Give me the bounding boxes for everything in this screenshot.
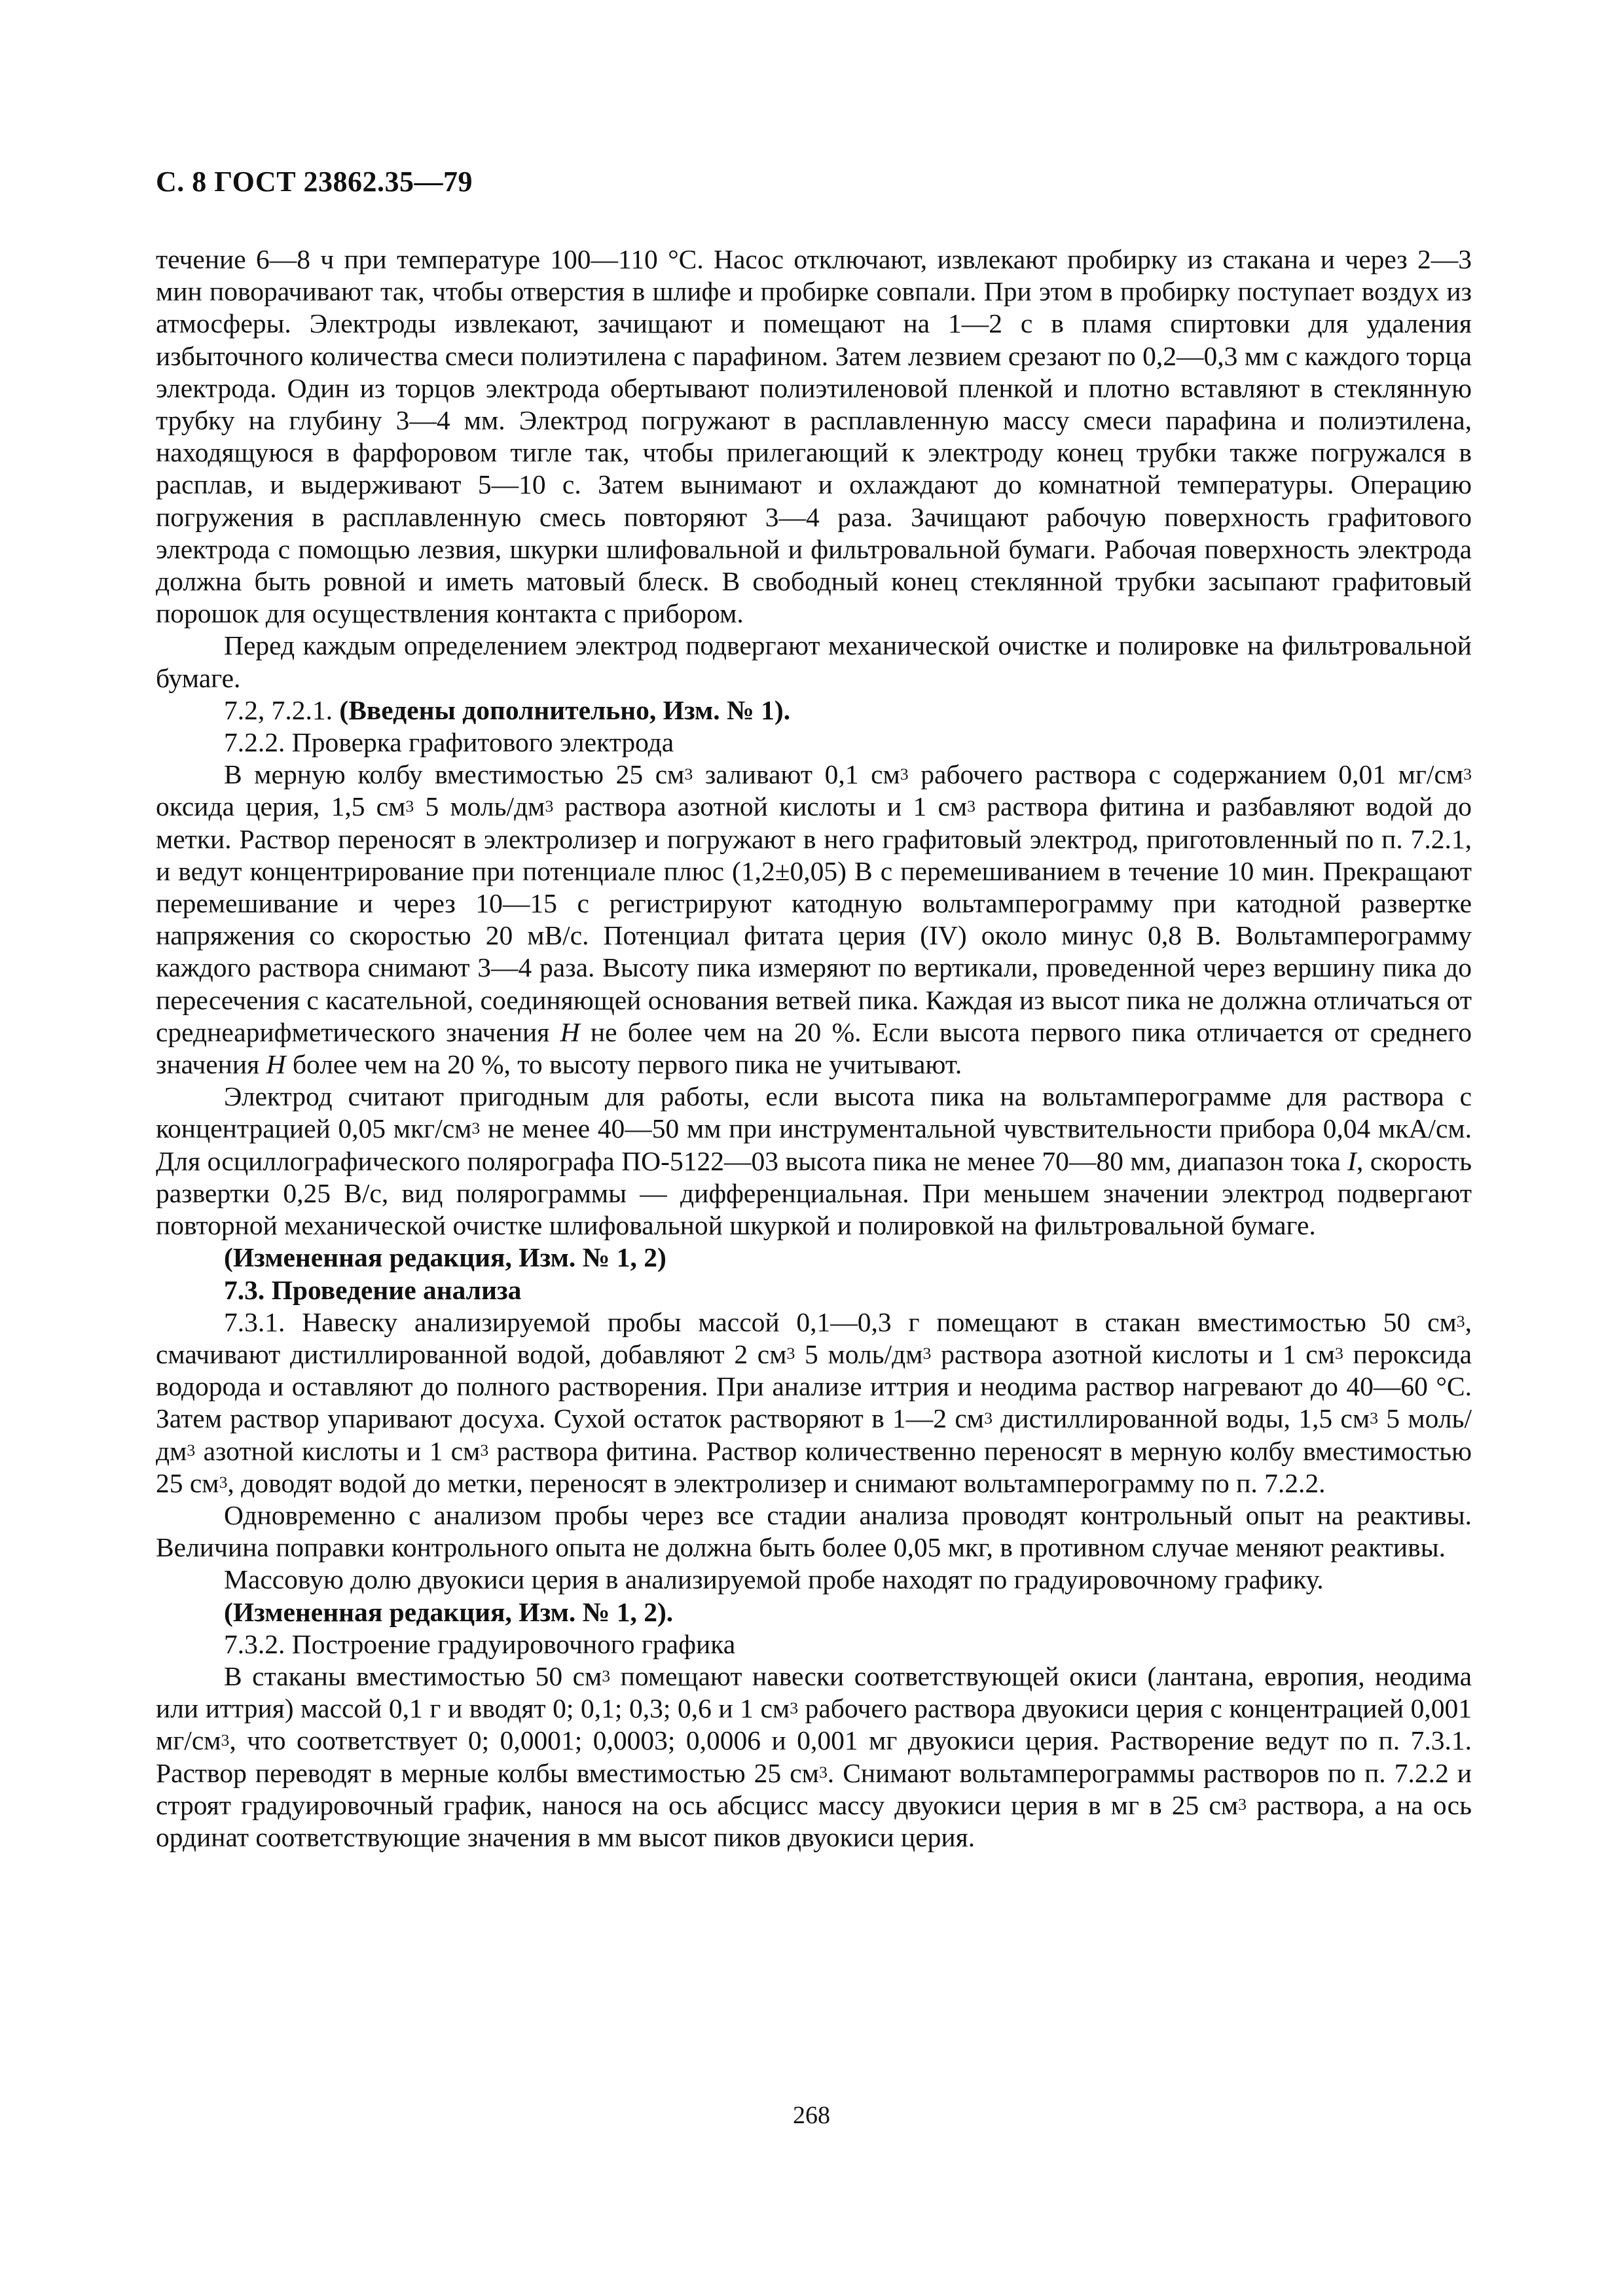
document-body xyxy=(156,243,1472,1854)
section-heading-7-3-2: 7.3.2. Построение градуировочного графика xyxy=(224,1628,736,1659)
clause-ref: 7.2, 7.2.1. xyxy=(224,694,340,725)
paragraph-electrode-suitability: Электрод считают пригодным для работы, если высота пика на вольтамперограмме для раствора с концентрацией 0,05 мкг/$см^3$ не менее 40—50 мм при инструментальной чувствительности прибора 0,04 мкА/см. Для осциллографического полярографа ПО-5122—03 высота пика не менее 70—80 мм, диапазон тока I, скорость развертки 0,25 В/с, вид полярограммы — дифференциальная. При меньшем значении электрод подвергают повторной механической очистке шлифовальной шкуркой и полировкой на фильтровальной бумаге. xyxy=(156,1081,1472,1241)
page-number: 268 xyxy=(793,2102,830,2129)
paragraph-cleaning: Перед каждым определением электрод подвергают механической очистке и полировке на фильтровальной бумаге. xyxy=(156,630,1472,693)
section-heading-7-2-2: 7.2.2. Проверка графитового электрода xyxy=(224,727,674,758)
paragraph-calibration-graph: В стаканы вместимостью 50 $см^3$ помещают навески соответствующей окиси (лантана, европия, неодима или иттрия) массой 0,1 г и вводят 0; 0,1; 0,3; 0,6 и 1 $см^3$ рабочего раствора двуокиси церия с концентрацией 0,001 $мг/см^3$, что соответствует 0; 0,0001; 0,0003; 0,0006 и 0,001 мг двуокиси церия. Растворение ведут по п. 7.3.1. Раствор переводят в мерные колбы вместимостью 25 $см^3$. Снимают вольтамперограммы растворов по п. 7.2.2 и строят градуировочный график, нанося на ось абсцисс массу двуокиси церия в мг в 25 $см^3$ раствора, а на ось ординат соответствующие значения в мм высот пиков двуокиси церия. xyxy=(156,1660,1472,1852)
paragraph-electrode-preparation: течение 6—8 ч при температуре 100—110 °С. Насос отключают, извлекают пробирку из стакана и через 2—3 мин поворачивают так, чтобы отверстия в шлифе и пробирке совпали. При этом в пробирку поступает воздух из атмосферы. Электроды извлекают, зачищают и помещают на 1—2 с в пламя спиртовки для удаления избыточного количества смеси полиэтилена с парафином. Затем лезвием срезают по 0,2—0,3 мм с каждого торца электрода. Один из торцов электрода обертывают полиэтиленовой пленкой и плотно вставляют в стеклянную трубку на глубину 3—4 мм. Электрод погружают в расплавленную массу смеси парафина и полиэтилена, находящуюся в фарфоровом тигле так, чтобы прилегающий к электроду конец трубки также погружался в расплав, и выдерживают 5—10 с. Затем вынимают и охлаждают до комнатной температуры. Операцию погружения в расплавленную смесь повторяют 3—4 раза. Зачищают рабочую поверхность графитового электрода с помощью лезвия, шкурки шлифовальной и фильтровальной бумаги. Рабочая поверхность электрода должна быть ровной и иметь матовый блеск. В свободный конец стеклянной трубки засыпают графитовый порошок для осуществления контакта с прибором. xyxy=(156,244,1472,629)
paragraph-sample-dissolution: 7.3.1. Навеску анализируемой пробы массой 0,1—0,3 г помещают в стакан вместимостью 50 $см^3$, смачивают дистиллированной водой, добавляют 2 $см^3$ 5 моль/$дм^3$ раствора азотной кислоты и 1 $см^3$ пероксида водорода и оставляют до полного растворения. При анализе иттрия и неодима раствор нагревают до 40—60 °С. Затем раствор упаривают досуха. Сухой остаток растворяют в 1—2 $см^3$ дистиллированной воды, 1,5 $см^3$ 5 моль/$дм^3$ азотной кислоты и 1 $см^3$ раствора фитина. Раствор количественно переносят в мерную колбу вместимостью 25 $см^3$, доводят водой до метки, переносят в электролизер и снимают вольтамперограмму по п. 7.2.2. xyxy=(156,1306,1472,1498)
amendment-note: (Введены дополнительно, Изм. № 1). xyxy=(339,694,791,725)
paragraph-amendment-7-2 xyxy=(156,694,1472,726)
amendment-note-1-2: (Измененная редакция, Изм. № 1, 2) xyxy=(224,1242,666,1273)
paragraph-electrode-check: В мерную колбу вместимостью 25 $см^3$ заливают 0,1 $см^3$ рабочего раствора с содержанием 0,01 $мг/см^3$ оксида церия, 1,5 $см^3$ 5 моль/$дм^3$ раствора азотной кислоты и 1 $см^3$ раствора фитина и разбавляют водой до метки. Раствор переносят в электролизер и погружают в него графитовый электрод, приготовленный по п. 7.2.1, и ведут концентрирование при потенциале плюс (1,2±0,05) В с перемешиванием в течение 10 мин. Прекращают перемешивание и через 10—15 с регистрируют катодную вольтамперограмму при катодной развертке напряжения со скоростью 20 мВ/с. Потенциал фитата церия (IV) около минус 0,8 В. Вольтамперограмму каждого раствора снимают 3—4 раза. Высоту пика измеряют по вертикали, проведенной через вершину пика до пересечения с касательной, соединяющей основания ветвей пика. Каждая из высот пика не должна отличаться от среднеарифметического значения H не более чем на 20 %. Если высота первого пика отличается от среднего значения H более чем на 20 %, то высоту первого пика не учитывают. xyxy=(156,759,1472,1080)
amendment-note-1-2-b: (Измененная редакция, Изм. № 1, 2). xyxy=(224,1596,674,1627)
paragraph-control-experiment: Одновременно с анализом пробы через все стадии анализа проводят контрольный опыт на реактивы. Величина поправки контрольного опыта не должна быть более 0,05 мкг, в противном случае меняют реактивы. xyxy=(156,1499,1472,1563)
page-header: С. 8 ГОСТ 23862.35—79 xyxy=(156,166,473,198)
paragraph-mass-fraction: Массовую долю двуокиси церия в анализируемой пробе находят по градуировочному графику. xyxy=(224,1564,1324,1595)
section-heading-7-3: 7.3. Проведение анализа xyxy=(224,1274,522,1305)
